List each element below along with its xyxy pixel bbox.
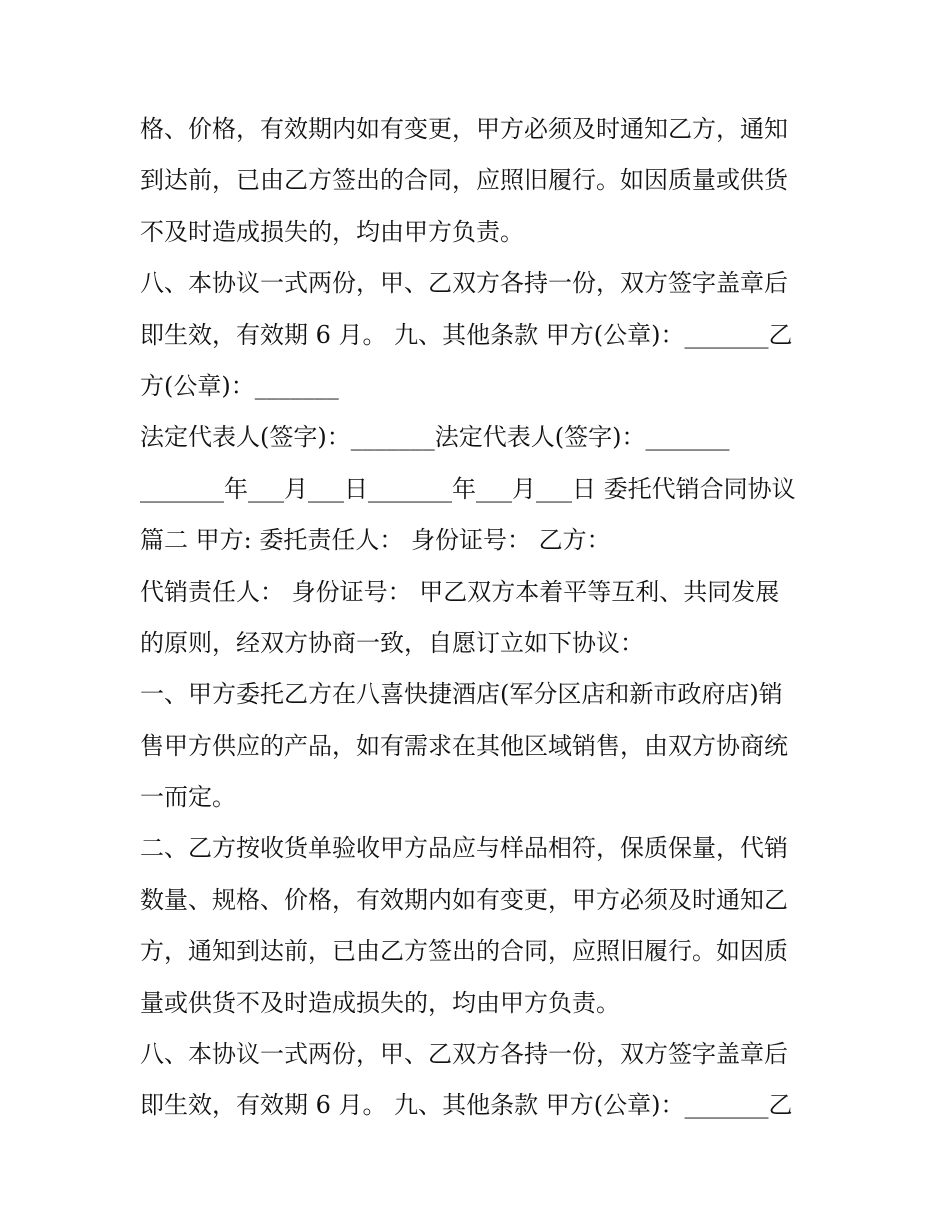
text-line: 量或供货不及时造成损失的，均由甲方负责。: [140, 988, 620, 1017]
text-line: 八、本协议一式两份，甲、乙双方各持一份，双方签字盖章后: [140, 1040, 788, 1069]
text-line: 八、本协议一式两份，甲、乙双方各持一份，双方签字盖章后: [140, 269, 788, 298]
text-line: 的原则，经双方协商一致，自愿订立如下协议：: [140, 628, 644, 657]
text-line: _______年___月___日_______年___月___日 委托代销合同协议: [140, 474, 796, 503]
text-line: 二、乙方按收货单验收甲方品应与样品相符，保质保量，代销: [140, 834, 788, 863]
text-line: 不及时造成损失的，均由甲方负责。: [140, 217, 524, 246]
text-line: 数量、规格、价格，有效期内如有变更，甲方必须及时通知乙: [140, 885, 788, 914]
text-line: 格、价格，有效期内如有变更，甲方必须及时通知乙方，通知: [140, 115, 788, 143]
text-line: 售甲方供应的产品，如有需求在其他区域销售，由双方协商统: [140, 731, 788, 760]
document-body: [140, 104, 820, 1132]
text-line: 到达前，已由乙方签出的合同，应照旧履行。如因质量或供货: [140, 166, 788, 195]
text-line: 一而定。: [140, 783, 236, 812]
text-line: 代销责任人： 身份证号： 甲乙双方本着平等互利、共同发展: [140, 577, 780, 606]
text-line: 法定代表人(签字)：_______法定代表人(签字)：_______: [140, 423, 730, 452]
text-line: 一、甲方委托乙方在八喜快捷酒店(军分区店和新市政府店)销: [140, 680, 783, 709]
text-line: 方(公章)：_______: [140, 371, 339, 400]
text-line: 即生效，有效期 6 月。 九、其他条款 甲方(公章)：_______乙: [140, 1091, 793, 1120]
text-line: 方，通知到达前，已由乙方签出的合同，应照旧履行。如因质: [140, 937, 788, 966]
text-line: 篇二 甲方: 委托责任人： 身份证号： 乙方：: [140, 526, 611, 555]
text-line: 即生效，有效期 6 月。 九、其他条款 甲方(公章)：_______乙: [140, 320, 793, 349]
